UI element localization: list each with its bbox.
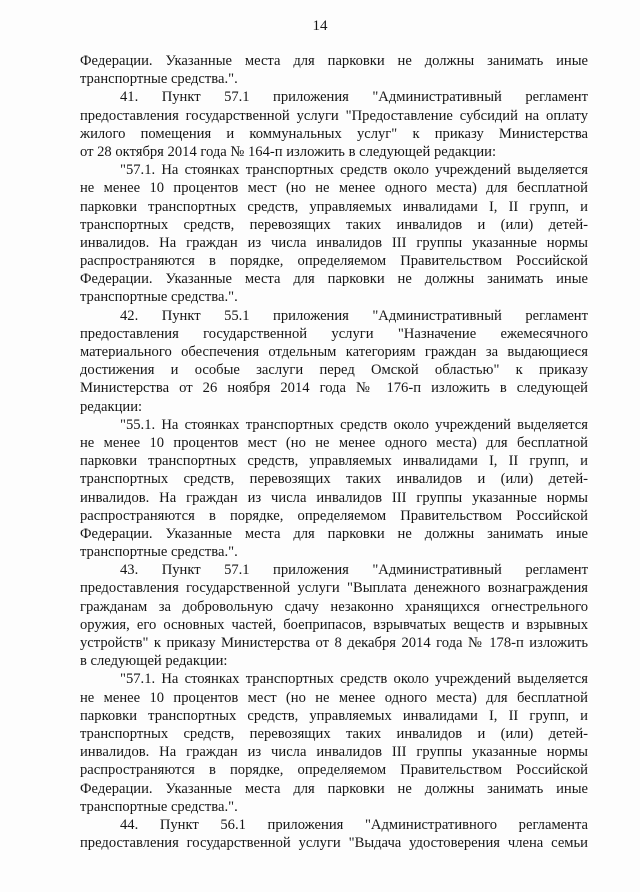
text-line: транспортные средства.". <box>80 71 238 88</box>
text-line: распространяются в порядке, определяемом Правительством Российской <box>80 762 588 779</box>
text-line: материального обеспечения отдельным категориям граждан за выдающиеся <box>80 344 588 360</box>
text-line: предоставления государственной услуги "Выплата денежного вознаграждения <box>80 580 588 597</box>
text-line: парковки транспортных средств, управляемых инвалидами I, II групп, и <box>80 198 588 215</box>
text-line: не менее 10 процентов мест (но не менее одного места) для бесплатной <box>80 180 588 197</box>
text-line: предоставления государственной услуги "Предоставление субсидий на оплату <box>80 107 588 124</box>
text-line: инвалидов. На граждан из числа инвалидов III группы указанные нормы <box>80 489 588 506</box>
text-line: "55.1. На стоянках транспортных средств около учреждений выделяется <box>120 416 588 433</box>
text-line: гражданам за добровольную сдачу незаконно хранящихся огнестрельного <box>80 598 588 615</box>
text-line: 42. Пункт 55.1 приложения "Административный регламент <box>120 307 588 324</box>
text-line: Министерства от 26 ноября 2014 года № 176-п изложить в следующей <box>80 380 588 397</box>
text-line: в следующей редакции: <box>80 653 228 670</box>
text-line: парковки транспортных средств, управляемых инвалидами I, II групп, и <box>80 707 588 724</box>
text-line: распространяются в порядке, определяемом Правительством Российской <box>80 253 588 270</box>
text-line: транспортные средства.". <box>80 798 238 815</box>
text-line: предоставления государственной услуги "Назначение ежемесячного <box>80 325 588 342</box>
text-line: Федерации. Указанные места для парковки не должны занимать иные <box>80 271 588 288</box>
text-line: "57.1. На стоянках транспортных средств около учреждений выделяется <box>120 671 588 688</box>
text-line: транспортные средства.". <box>80 544 238 561</box>
text-line: 44. Пункт 56.1 приложения "Административного регламента <box>120 816 588 833</box>
text-line: инвалидов. На граждан из числа инвалидов III группы указанные нормы <box>80 234 588 251</box>
text-line: транспортных средств, перевозящих таких инвалидов и (или) детей- <box>80 725 588 742</box>
text-line: инвалидов. На граждан из числа инвалидов III группы указанные нормы <box>80 744 588 761</box>
text-line: Федерации. Указанные места для парковки не должны занимать иные <box>80 525 588 542</box>
text-line: не менее 10 процентов мест (но не менее одного места) для бесплатной <box>80 434 588 451</box>
text-line: "57.1. На стоянках транспортных средств около учреждений выделяется <box>120 162 588 179</box>
text-line: распространяются в порядке, определяемом Правительством Российской <box>80 507 588 524</box>
document-body <box>80 52 588 852</box>
text-line: жилого помещения и коммунальных услуг" к приказу Министерства <box>80 125 588 142</box>
text-line: 41. Пункт 57.1 приложения "Административный регламент <box>120 89 588 106</box>
text-line: транспортных средств, перевозящих таких инвалидов и (или) детей- <box>80 216 588 233</box>
text-line: не менее 10 процентов мест (но не менее одного места) для бесплатной <box>80 689 588 706</box>
page-number: 14 <box>312 18 328 34</box>
text-line: редакции: <box>80 398 143 415</box>
text-line: оружия, его основных частей, боеприпасов, взрывчатых веществ и взрывных <box>80 616 588 633</box>
text-line: Федерации. Указанные места для парковки не должны занимать иные <box>80 53 588 69</box>
text-line: предоставления государственной услуги "Выдача удостоверения члена семьи <box>80 835 588 852</box>
text-line: достижения и особые заслуги перед Омской областью" к приказу <box>80 362 588 379</box>
text-line: транспортные средства.". <box>80 289 238 306</box>
text-line: устройств" к приказу Министерства от 8 декабря 2014 года № 178-п изложить <box>80 635 588 651</box>
text-line: Федерации. Указанные места для парковки не должны занимать иные <box>80 780 588 797</box>
text-line: от 28 октября 2014 года № 164-п изложить в следующей редакции: <box>80 143 497 160</box>
text-line: транспортных средств, перевозящих таких инвалидов и (или) детей- <box>80 471 588 488</box>
text-line: парковки транспортных средств, управляемых инвалидами I, II групп, и <box>80 453 588 470</box>
text-line: 43. Пункт 57.1 приложения "Административный регламент <box>120 562 588 579</box>
